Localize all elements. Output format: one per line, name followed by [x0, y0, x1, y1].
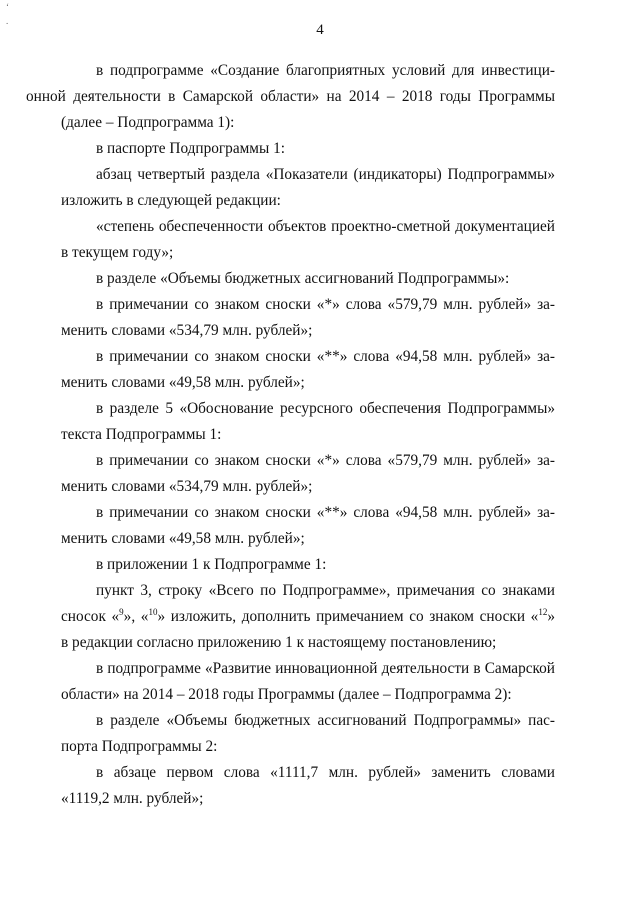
- paragraph: в разделе «Объемы бюджетных ассигнований Подпрограммы» пас- порта Подпрограммы 2:: [61, 712, 555, 755]
- paragraph: в примечании со знаком сноски «**» слова «94,58 млн. рублей» за- менить словами «49,58 млн. рублей»;: [61, 504, 555, 547]
- paragraph: в абзаце первом слова «1111,7 млн. рублей» заменить словами «1119,2 млн. рублей»;: [61, 764, 555, 807]
- page-number: 4: [316, 22, 324, 38]
- paragraph: в подпрограмме «Развитие инновационной деятельности в Самарской области» на 2014 – 2018 годы Программы (далее – Подпрограмма 2):: [61, 660, 555, 703]
- paragraph: в примечании со знаком сноски «*» слова «579,79 млн. рублей» за- менить словами «534,79 млн. рублей»;: [61, 296, 555, 339]
- paragraph: пункт 3, строку «Всего по Подпрограмме», примечания со знаками сносок «$^9$», «$^{10}$» изложить, дополнить примечанием со знаком сноски «$^{12}$» в редакции согласно приложению 1 к настоящему постановлению;: [61, 578, 555, 656]
- footnote-mark: 9: [119, 606, 124, 617]
- corner-mark: .: [6, 16, 9, 26]
- paragraph: абзац четвертый раздела «Показатели (индикаторы) Подпрограммы» изложить в следующей редакции:: [61, 166, 555, 209]
- paragraph: в примечании со знаком сноски «*» слова «579,79 млн. рублей» за- менить словами «534,79 млн. рублей»;: [61, 452, 555, 495]
- paragraph: в разделе «Объемы бюджетных ассигнований Подпрограммы»:: [96, 270, 510, 287]
- footnote-line: сносок «$^9$», «$^{10}$» изложить, дополнить примечанием со знаком сноски «$^{12}$»: [61, 606, 555, 625]
- paragraph: в паспорте Подпрограммы 1:: [96, 140, 285, 157]
- paragraph: в подпрограмме «Создание благоприятных условий для инвестици- онной деятельности в Самарской области» на 2014 – 2018 годы Программы (далее – Подпрограмма 1):: [26, 62, 555, 131]
- corner-mark: ʻ: [6, 2, 9, 12]
- document-body: [26, 58, 555, 812]
- paragraph: в примечании со знаком сноски «**» слова «94,58 млн. рублей» за- менить словами «49,58 млн. рублей»;: [61, 348, 555, 391]
- footnote-mark: 12: [538, 606, 548, 617]
- paragraph: в разделе 5 «Обоснование ресурсного обеспечения Подпрограммы» текста Подпрограммы 1:: [61, 400, 555, 443]
- paragraph: в приложении 1 к Подпрограмме 1:: [96, 556, 327, 573]
- paragraph: «степень обеспеченности объектов проектно-сметной документацией в текущем году»;: [61, 218, 555, 261]
- footnote-mark: 10: [148, 606, 158, 617]
